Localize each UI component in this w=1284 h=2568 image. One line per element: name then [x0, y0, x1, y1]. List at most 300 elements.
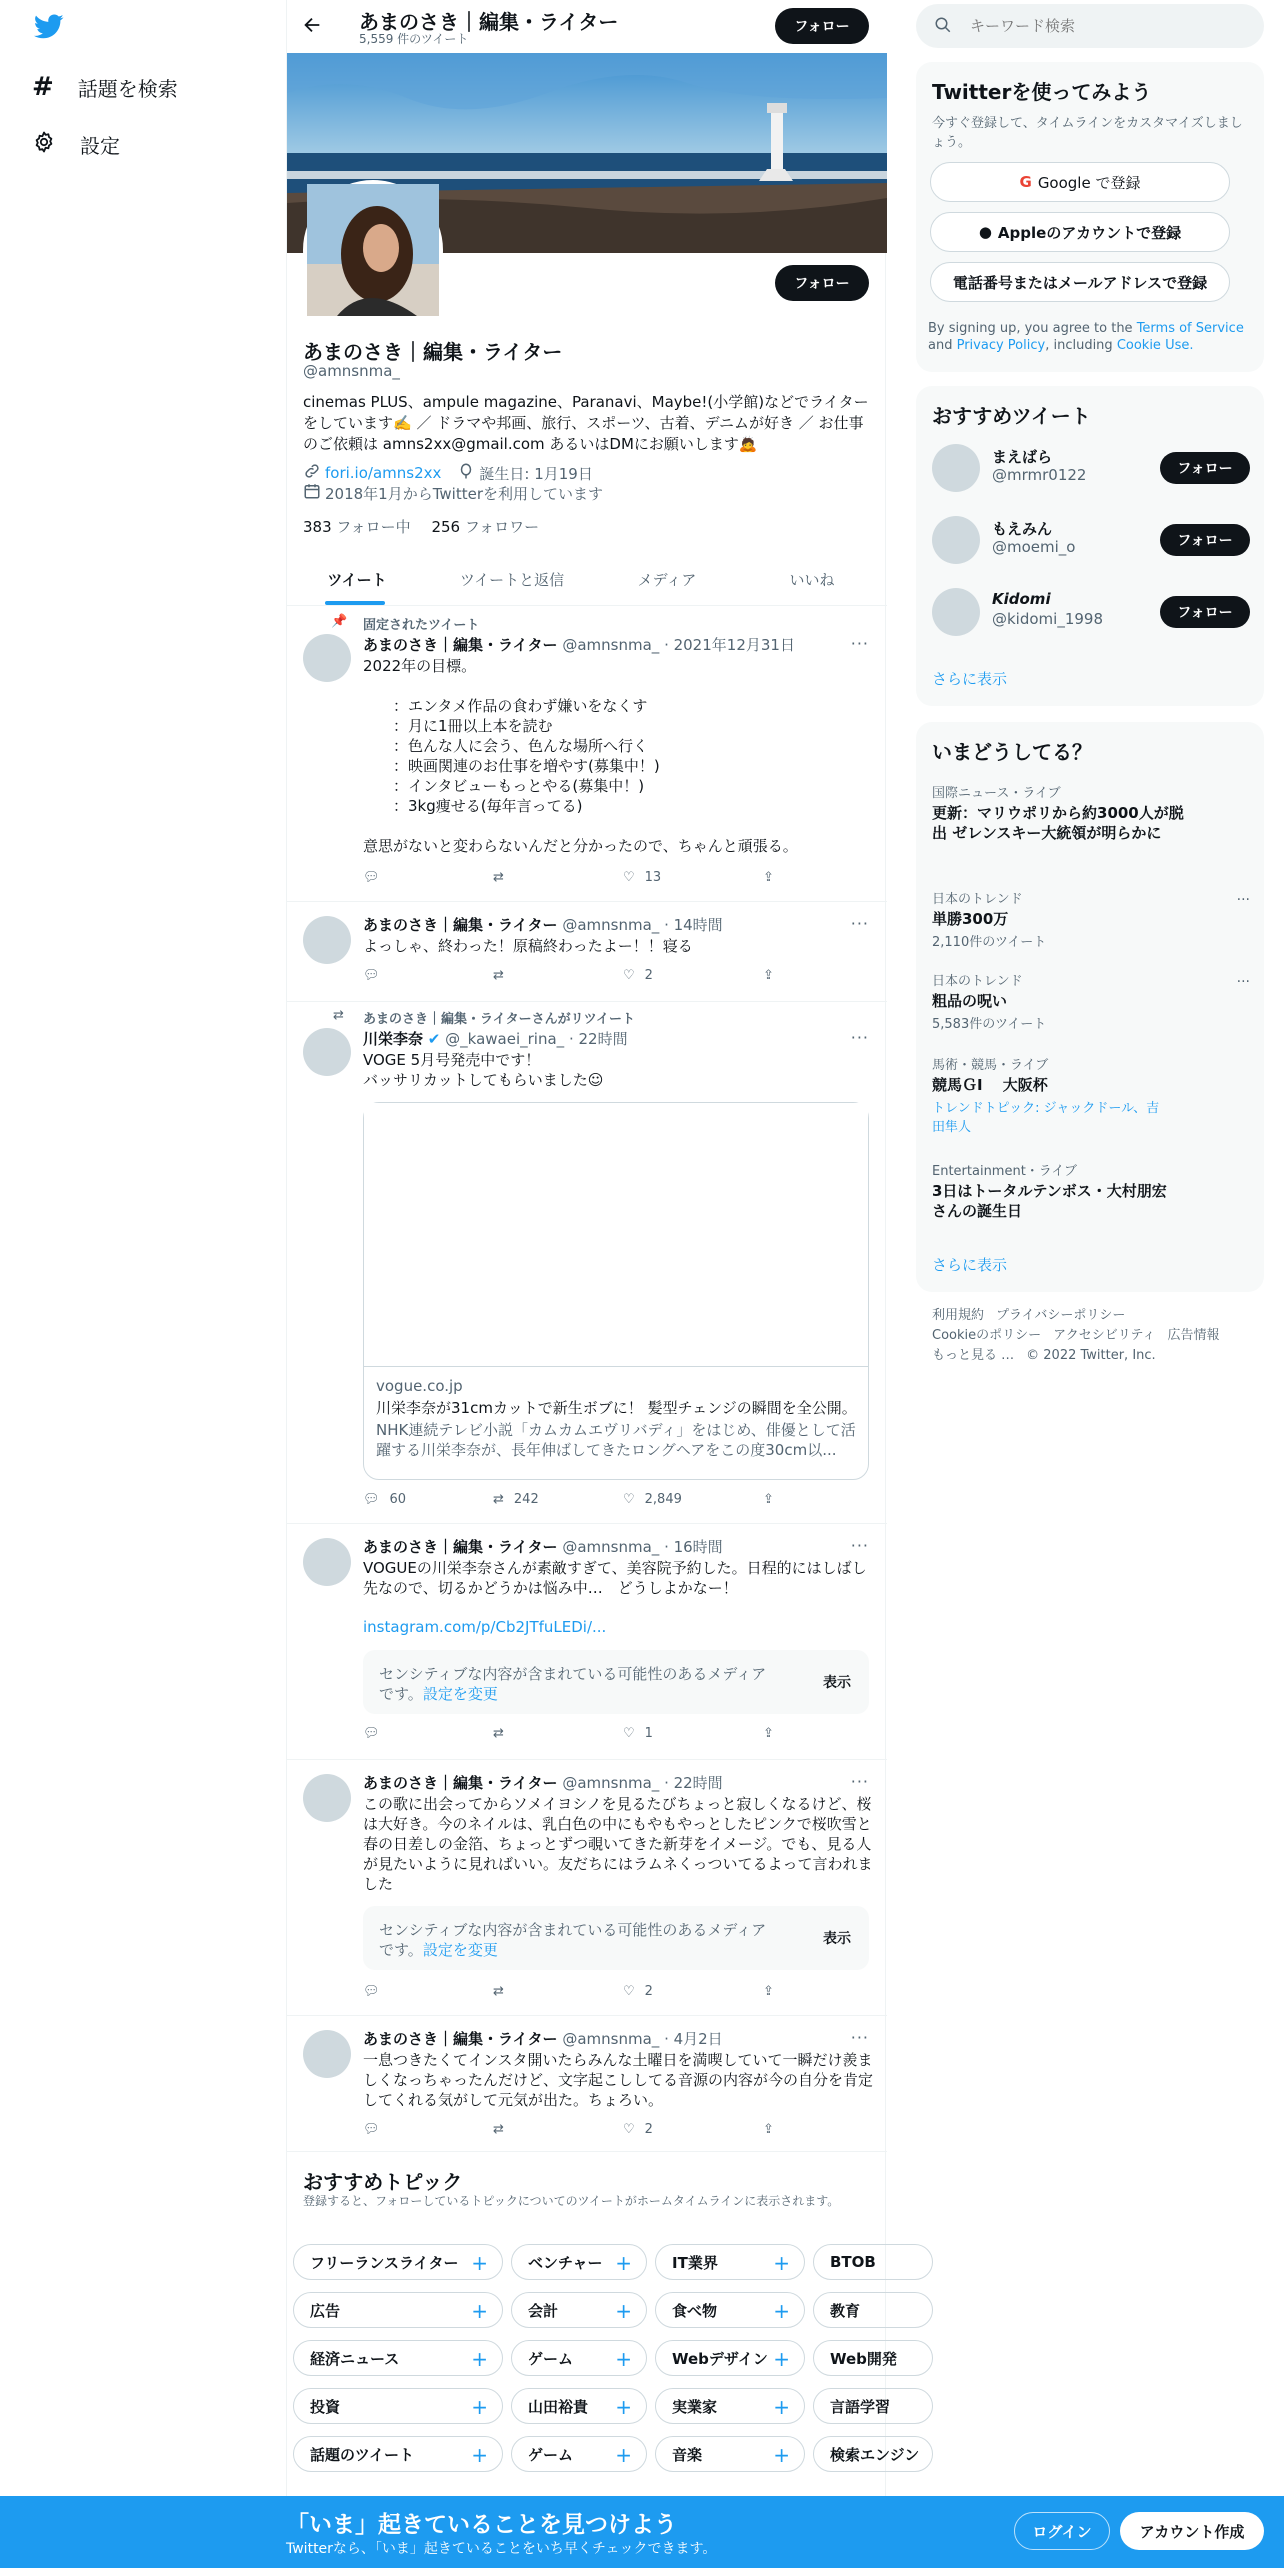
reply-icon: 💬︎ — [363, 870, 380, 885]
plus-icon: + — [471, 2251, 488, 2275]
topic-label: IT業界 — [672, 2253, 718, 2272]
bottom-bar-subtitle: Twitterなら、「いま」起きていることをいち早くチェックできます。 — [286, 2541, 717, 2557]
tab-media[interactable]: メディア — [637, 571, 697, 589]
link-card[interactable] — [363, 1102, 869, 1480]
tweet-item[interactable] — [287, 1760, 887, 2016]
tweet-item[interactable] — [287, 902, 887, 1002]
profile-header-bar — [287, 0, 887, 53]
like-count: 1 — [644, 1726, 653, 1741]
reply-button[interactable] — [363, 870, 390, 885]
avatar[interactable] — [932, 444, 980, 492]
footer-link[interactable]: もっと見る … — [932, 1348, 1015, 1363]
tweet-text: この歌に出会ってからソメイヨシノを見るたびちょっと寂しくなるけど、桜は大好き。今のネイルは、乳白色の中にもやもやっとしたピンクで桜吹雪と春の日差しの金箔、ちょっとずつ覗いてきた新芽をイメージ。でも、見る人が見たいように見ればいい。友だちにはラムネくっついてるよって言われました — [363, 1795, 873, 1893]
profile-bio: cinemas PLUS、ampule magazine、Paranavi、Maybe!(小学館)などでライターをしています✍️ ／ ドラマや邦画、旅行、スポーツ、古着、デニムが好き ／ お仕事のご依頼は amns2xx@gmail.com あるいはDMにお願いします🙇 — [303, 393, 869, 453]
topic-chip[interactable] — [813, 2292, 933, 2328]
footer-copyright: © 2022 Twitter, Inc. — [1026, 1348, 1156, 1363]
retweet-icon: ⇄ — [493, 870, 504, 885]
following-link[interactable] — [303, 518, 411, 536]
share-icon: ⇪ — [763, 1984, 774, 1999]
tweet-link[interactable]: instagram.com/p/Cb2JTfuLEDi/... — [363, 1618, 607, 1636]
suggested-user[interactable] — [932, 436, 1250, 500]
avatar[interactable] — [932, 516, 980, 564]
google-signup-button[interactable] — [930, 162, 1230, 202]
topic-label: 山田裕貴 — [528, 2397, 589, 2416]
tweet-author[interactable]: あまのさき｜編集・ライター — [363, 636, 558, 654]
more-icon[interactable]: ··· — [1236, 974, 1250, 990]
topic-chip[interactable] — [293, 2436, 503, 2472]
link-icon — [303, 462, 321, 484]
topics-subtitle: 登録すると、フォローしているトピックについてのツイートがホームタイムラインに表示されます。 — [303, 2194, 840, 2208]
topic-chip[interactable] — [813, 2388, 933, 2424]
share-button[interactable] — [763, 1492, 774, 1507]
tab-likes[interactable]: いいね — [789, 571, 835, 589]
footer-link[interactable]: Cookieのポリシー — [932, 1328, 1042, 1343]
more-icon[interactable]: ··· — [1236, 892, 1250, 908]
tweet-actions — [363, 870, 793, 890]
tweet-header — [363, 1028, 628, 1049]
retweet-button[interactable] — [493, 1984, 514, 1999]
verified-icon: ✔ — [427, 1030, 441, 1048]
like-count: 2 — [644, 2122, 653, 2137]
left-nav — [0, 0, 286, 200]
heart-icon: ♡ — [623, 1726, 635, 1741]
reply-button[interactable] — [363, 2122, 390, 2137]
topic-label: ゲーム — [528, 2349, 574, 2368]
phone-signup-button[interactable]: 電話番号またはメールアドレスで登録 — [930, 262, 1230, 302]
twitter-logo-icon[interactable] — [34, 14, 64, 44]
retweet-context-icon: ⇄ — [333, 1008, 344, 1023]
reply-button[interactable] — [363, 1984, 390, 1999]
retweet-icon: ⇄ — [493, 2122, 504, 2137]
plus-icon: + — [615, 2395, 632, 2419]
footer-link[interactable]: 利用規約 — [932, 1308, 985, 1323]
retweet-button[interactable] — [493, 1492, 539, 1507]
footer-link[interactable]: プライバシーポリシー — [996, 1308, 1126, 1323]
trend-item[interactable] — [932, 888, 1250, 950]
plus-icon: + — [615, 2347, 632, 2371]
apple-icon: ● — [978, 223, 992, 241]
followers-label: フォロワー — [464, 518, 540, 536]
topic-chip[interactable] — [655, 2244, 805, 2280]
reply-button[interactable] — [363, 1726, 390, 1741]
tweet-text: 一息つきたくてインスタ開いたらみんな土曜日を満喫していて一瞬だけ羨ましくなっちゃったんだけど、文字起こししてる音源の内容が今の自分を肯定してくれる気がして元気が出た。ちょろい。 — [363, 2051, 874, 2109]
tweet-handle[interactable]: @amnsnma_ — [562, 916, 660, 934]
google-signup-label: Google で登録 — [1037, 173, 1141, 192]
profile-avatar[interactable] — [303, 180, 443, 320]
tweet-author[interactable]: あまのさき｜編集・ライター — [363, 916, 558, 934]
show-more-link[interactable]: さらに表示 — [932, 1256, 1008, 1274]
tweet-actions — [363, 1492, 793, 1512]
user-handle: @kidomi_1998 — [992, 610, 1104, 628]
avatar[interactable] — [932, 588, 980, 636]
header-tweet-count: 5,559 件のツイート — [359, 32, 469, 46]
topic-chip[interactable] — [511, 2340, 647, 2376]
following-count: 383 — [303, 518, 332, 536]
tweet-handle[interactable]: @amnsnma_ — [562, 1538, 660, 1556]
avatar[interactable] — [303, 2030, 351, 2078]
topic-label: Webデザイン — [672, 2349, 768, 2368]
trend-title: 単勝300万 — [932, 910, 1009, 928]
more-icon[interactable]: ··· — [850, 2028, 869, 2047]
change-settings-link[interactable]: 設定を変更 — [422, 1941, 498, 1959]
tweet-author[interactable]: あまのさき｜編集・ライター — [363, 2030, 558, 2048]
apple-signup-button[interactable] — [930, 212, 1230, 252]
topic-chip[interactable] — [511, 2436, 647, 2472]
tweet-time[interactable]: · 2021年12月31日 — [664, 636, 795, 654]
user-name: もえみん — [992, 520, 1053, 538]
tweet-header — [363, 2028, 723, 2049]
topics-chips — [287, 2244, 920, 2494]
share-icon: ⇪ — [763, 1492, 774, 1507]
apple-signup-label: Appleのアカウントで登録 — [997, 223, 1182, 242]
share-button[interactable] — [763, 968, 774, 983]
share-button[interactable] — [763, 2122, 774, 2137]
reply-button[interactable] — [363, 968, 390, 983]
trend-title: 粗品の呪い — [932, 992, 1008, 1010]
main-column — [286, 0, 920, 2500]
trend-item[interactable] — [932, 1160, 1172, 1221]
signup-button[interactable]: アカウント作成 — [1120, 2512, 1264, 2550]
tweet-time[interactable]: · 16時間 — [664, 1538, 723, 1556]
heart-icon: ♡ — [623, 870, 635, 885]
follow-button[interactable]: フォロー — [1160, 596, 1250, 628]
tweet-handle[interactable]: @amnsnma_ — [562, 1774, 660, 1792]
like-count: 13 — [644, 870, 662, 885]
footer-link[interactable]: アクセシビリティ — [1053, 1328, 1156, 1343]
trend-item[interactable] — [932, 970, 1250, 1032]
google-icon: G — [1019, 173, 1032, 191]
like-button[interactable] — [623, 870, 661, 885]
who-title: おすすめツイート — [932, 404, 1091, 428]
show-more-link[interactable]: さらに表示 — [932, 670, 1008, 688]
nav-explore[interactable] — [32, 72, 178, 102]
calendar-icon — [303, 482, 321, 504]
retweet-icon: ⇄ — [493, 1492, 504, 1507]
retweet-icon: ⇄ — [493, 968, 504, 983]
trend-category: 馬術・競馬・ライブ — [932, 1058, 1049, 1073]
more-icon[interactable]: ··· — [850, 914, 869, 933]
more-icon[interactable]: ··· — [850, 1028, 869, 1047]
following-label: フォロー中 — [336, 518, 411, 536]
follow-button[interactable]: フォロー — [1160, 452, 1250, 484]
suggested-user[interactable] — [932, 508, 1250, 572]
terms-text: and — [928, 338, 957, 353]
like-count: 2 — [644, 968, 653, 983]
signup-desc: 今すぐ登録して、タイムラインをカスタマイズしましょう。 — [932, 116, 1243, 150]
followers-count: 256 — [431, 518, 461, 536]
heart-icon: ♡ — [623, 1984, 635, 1999]
more-icon[interactable]: ··· — [850, 1772, 869, 1791]
tweet-author[interactable]: 川栄李奈 — [363, 1030, 424, 1048]
who-to-follow-box — [916, 386, 1264, 706]
sensitive-text: センシティブな内容が含まれている可能性のあるメディアです。 — [379, 1665, 767, 1703]
header-name: あまのさき｜編集・ライター — [359, 10, 619, 34]
nav-settings[interactable] — [32, 130, 120, 159]
tweet-context: 固定されたツイート — [363, 618, 480, 633]
tweet-context: あまのさき｜編集・ライターさんがリツイート — [363, 1012, 635, 1027]
topic-chip[interactable] — [813, 2244, 933, 2280]
sensitive-text-wrap — [379, 1664, 779, 1704]
plus-icon: + — [773, 2395, 790, 2419]
topic-label: ベンチャー — [528, 2253, 603, 2272]
trend-category: 国際ニュース・ライブ — [932, 786, 1061, 801]
trend-item[interactable] — [932, 1054, 1172, 1135]
tweet-item[interactable] — [287, 1524, 887, 1760]
topic-chip[interactable] — [813, 2340, 933, 2376]
tab-active-indicator — [325, 601, 385, 605]
user-name: Kidomi — [992, 590, 1051, 608]
tweet-text: VOGUEの川栄李奈さんが素敵すぎて、美容院予約した。日程的にはしばし先なので、切るかどうかは悩み中… どうしよかなー！ — [363, 1559, 867, 1597]
reply-icon: 💬︎ — [363, 2122, 380, 2137]
plus-icon: + — [615, 2299, 632, 2323]
topic-label: BTOB — [830, 2253, 876, 2271]
tab-tweets-replies[interactable]: ツイートと返信 — [459, 571, 565, 589]
profile-follow-stats — [303, 516, 539, 537]
like-button[interactable] — [623, 968, 653, 983]
plus-icon: + — [615, 2251, 632, 2275]
plus-icon: + — [773, 2347, 790, 2371]
tweet-handle[interactable]: @amnsnma_ — [562, 636, 660, 654]
tweet-actions — [363, 2122, 793, 2142]
sensitive-media-notice — [363, 1650, 869, 1714]
avatar[interactable] — [303, 1028, 351, 1076]
share-icon: ⇪ — [763, 2122, 774, 2137]
tweet-header — [363, 1536, 723, 1557]
plus-icon: + — [471, 2299, 488, 2323]
suggested-user[interactable] — [932, 580, 1250, 644]
reply-icon: 💬︎ — [363, 1984, 380, 1999]
plus-icon: + — [773, 2299, 790, 2323]
plus-icon: + — [471, 2347, 488, 2371]
trends-title: いまどうしてる？ — [932, 740, 1092, 764]
topic-label: 話題のツイート — [310, 2445, 414, 2464]
trend-title: 競馬ＧⅠ 大阪杯 — [932, 1076, 1048, 1094]
topic-label: 会計 — [528, 2301, 559, 2320]
share-button[interactable] — [763, 1726, 774, 1741]
topic-chip[interactable] — [655, 2292, 805, 2328]
tweet-header — [363, 914, 723, 935]
like-button[interactable] — [623, 2122, 653, 2137]
topic-chip[interactable] — [655, 2436, 805, 2472]
balloon-icon — [457, 462, 475, 484]
tweet-item[interactable] — [287, 1002, 887, 1524]
topic-chip[interactable] — [293, 2292, 503, 2328]
terms-link[interactable]: Terms of Service — [1136, 321, 1244, 336]
plus-icon: + — [471, 2443, 488, 2467]
topic-label: Web開発 — [830, 2349, 897, 2368]
privacy-link[interactable]: Privacy Policy — [956, 338, 1046, 353]
plus-icon: + — [615, 2443, 632, 2467]
profile-joined-row — [303, 482, 603, 504]
search-icon — [934, 16, 952, 38]
topic-label: 食べ物 — [672, 2301, 718, 2320]
heart-icon: ♡ — [623, 968, 635, 983]
tweet-author[interactable]: あまのさき｜編集・ライター — [363, 1774, 558, 1792]
sensitive-text-wrap — [379, 1920, 779, 1960]
reply-button[interactable] — [363, 1492, 406, 1507]
user-handle: @moemi_o — [992, 538, 1076, 556]
trend-category: 日本のトレンド — [932, 892, 1023, 907]
topic-chip[interactable] — [655, 2388, 805, 2424]
tweet-actions — [363, 1726, 793, 1746]
topic-label: 投資 — [310, 2397, 341, 2416]
tweet-time[interactable]: · 14時間 — [664, 916, 723, 934]
card-domain: vogue.co.jp — [376, 1377, 463, 1395]
sensitive-media-notice — [363, 1906, 869, 1970]
tweet-text: VOGE 5月号発売中です！ バッサリカットしてもらいました☺︎ — [363, 1051, 604, 1089]
bottom-bar-title: 「いま」起きていることを見つけよう — [286, 2512, 677, 2538]
trend-category: Entertainment・ライブ — [932, 1164, 1078, 1179]
more-icon[interactable]: ··· — [850, 634, 869, 653]
show-media-button[interactable]: 表示 — [823, 1931, 851, 1947]
user-name: まえばら — [992, 448, 1053, 466]
trend-category: 日本のトレンド — [932, 974, 1023, 989]
cookie-link[interactable]: Cookie Use. — [1116, 338, 1194, 353]
sensitive-text: センシティブな内容が含まれている可能性のあるメディアです。 — [379, 1921, 767, 1959]
profile-link[interactable]: fori.io/amns2xx — [325, 464, 442, 482]
plus-icon: + — [773, 2443, 790, 2467]
topic-chip[interactable] — [813, 2436, 933, 2472]
topic-label: 言語学習 — [830, 2397, 891, 2416]
card-description: NHK連続テレビ小説「カムカムエヴリバディ」をはじめ、俳優として活躍する川栄李奈が、長年伸ばしてきたロングヘアをこの度30cm以... — [376, 1421, 856, 1459]
signup-title: Twitterを使ってみよう — [932, 80, 1152, 104]
search-box[interactable] — [916, 4, 1264, 48]
reply-icon: 💬︎ — [363, 968, 380, 983]
tweet-actions — [363, 968, 793, 988]
change-settings-link[interactable]: 設定を変更 — [422, 1685, 498, 1703]
tweet-handle[interactable]: @amnsnma_ — [562, 2030, 660, 2048]
profile-meta-row — [303, 462, 593, 484]
topic-chip[interactable] — [655, 2340, 805, 2376]
avatar[interactable] — [303, 1538, 351, 1586]
tweet-time[interactable]: · 4月2日 — [664, 2030, 723, 2048]
avatar[interactable] — [303, 916, 351, 964]
share-button[interactable] — [763, 870, 774, 885]
nav-settings-label: 設定 — [80, 134, 120, 158]
signup-box — [916, 62, 1264, 372]
login-button[interactable]: ログイン — [1014, 2512, 1110, 2550]
retweet-icon: ⇄ — [493, 1726, 504, 1741]
tweet-time[interactable]: · 22時間 — [664, 1774, 723, 1792]
share-icon: ⇪ — [763, 1726, 774, 1741]
profile-birthday: 誕生日: 1月19日 — [479, 464, 593, 483]
like-button[interactable] — [623, 1984, 653, 1999]
tweet-author[interactable]: あまのさき｜編集・ライター — [363, 1538, 558, 1556]
retweet-button[interactable] — [493, 870, 514, 885]
nav-explore-label: 話題を検索 — [77, 76, 178, 101]
avatar[interactable] — [303, 634, 351, 682]
topic-chip[interactable] — [511, 2292, 647, 2328]
follow-button[interactable]: フォロー — [1160, 524, 1250, 556]
heart-icon: ♡ — [623, 1492, 635, 1507]
tweet-text: 2022年の目標。 ：エンタメ作品の食わず嫌いをなくす ：月に1冊以上本を読む ：色んな人に会う、色んな場所へ行く ：映画関連のお仕事を増やす(募集中！) ：インタビューもっとやる(募集中！) ：3kg痩せる(毎年言ってる) 意思がないと変わらないんだと分かったので、ちゃんと頑張る。 — [363, 657, 798, 855]
retweet-button[interactable] — [493, 968, 514, 983]
share-icon: ⇪ — [763, 870, 774, 885]
topic-label: 経済ニュース — [310, 2349, 400, 2368]
tweet-handle[interactable]: @_kawaei_rina_ — [445, 1030, 565, 1048]
topic-chip[interactable] — [293, 2244, 503, 2280]
plus-icon: + — [471, 2395, 488, 2419]
profile-tabs — [287, 553, 887, 606]
trend-count: 2,110件のツイート — [932, 935, 1047, 950]
topic-label: 検索エンジン — [830, 2445, 920, 2464]
trend-count: 5,583件のツイート — [932, 1017, 1047, 1032]
profile-name: あまのさき｜編集・ライター — [303, 340, 563, 364]
profile-handle: @amnsnma_ — [303, 362, 400, 380]
followers-link[interactable] — [431, 518, 539, 536]
like-count: 2 — [644, 1984, 653, 1999]
hash-icon: # — [32, 72, 54, 102]
terms-text: By signing up, you agree to the — [928, 321, 1137, 336]
tab-tweets[interactable]: ツイート — [327, 571, 387, 589]
trend-title: 更新：マリウポリから約3000人が脱出 ゼレンスキー大統領が明らかに — [932, 804, 1184, 842]
sidebar-footer — [932, 1306, 1252, 1366]
profile-follow-button[interactable]: フォロー — [775, 265, 869, 301]
topic-label: ゲーム — [528, 2445, 574, 2464]
trend-count: トレンドトピック: ジャックドール、吉田隼人 — [932, 1101, 1160, 1135]
share-button[interactable] — [763, 1984, 774, 1999]
tweet-time[interactable]: · 22時間 — [568, 1030, 628, 1048]
terms-text: , including — [1045, 338, 1117, 353]
tweet-item[interactable] — [287, 606, 887, 902]
reply-icon: 💬︎ — [363, 1492, 380, 1507]
topic-chip[interactable] — [293, 2340, 503, 2376]
share-icon: ⇪ — [763, 968, 774, 983]
retweet-icon: ⇄ — [493, 1984, 504, 1999]
profile-joined: 2018年1月からTwitterを利用しています — [325, 484, 603, 503]
trend-item[interactable] — [932, 782, 1192, 843]
trends-box — [916, 722, 1264, 1292]
topic-label: 広告 — [310, 2301, 341, 2320]
signup-terms — [928, 320, 1258, 354]
like-count: 2,849 — [644, 1492, 682, 1507]
like-button[interactable] — [623, 1726, 653, 1741]
avatar[interactable] — [303, 1774, 351, 1822]
tweet-item[interactable] — [287, 2016, 887, 2152]
plus-icon: + — [773, 2251, 790, 2275]
back-arrow-icon[interactable] — [301, 14, 323, 40]
topic-chip[interactable] — [511, 2244, 647, 2280]
reply-count: 60 — [389, 1492, 407, 1507]
like-button[interactable] — [623, 1492, 682, 1507]
show-media-button[interactable]: 表示 — [823, 1675, 851, 1691]
topic-chip[interactable] — [293, 2388, 503, 2424]
bottom-signup-bar — [0, 2496, 1284, 2568]
topic-label: 音楽 — [672, 2445, 703, 2464]
topics-title: おすすめトピック — [303, 2170, 463, 2194]
search-input[interactable] — [970, 12, 1240, 40]
retweet-button[interactable] — [493, 1726, 514, 1741]
topic-label: 教育 — [830, 2301, 861, 2320]
topic-chip[interactable] — [511, 2388, 647, 2424]
pin-icon: 📌 — [331, 614, 348, 629]
heart-icon: ♡ — [623, 2122, 635, 2137]
retweet-button[interactable] — [493, 2122, 514, 2137]
more-icon[interactable]: ··· — [850, 1536, 869, 1555]
footer-link[interactable]: 広告情報 — [1167, 1328, 1220, 1343]
user-handle: @mrmr0122 — [992, 466, 1087, 484]
card-image — [364, 1103, 868, 1367]
trend-title: 3日はトータルテンボス・大村朋宏さんの誕生日 — [932, 1182, 1167, 1220]
gear-icon — [32, 130, 56, 159]
header-follow-button[interactable]: フォロー — [775, 8, 869, 44]
topic-label: 実業家 — [672, 2397, 718, 2416]
tweet-actions — [363, 1984, 793, 2004]
tweet-text: よっしゃ、終わった！原稿終わったよー！！寝る — [363, 937, 693, 955]
topic-label: フリーランスライター — [310, 2253, 459, 2272]
reply-icon: 💬︎ — [363, 1726, 380, 1741]
tweet-header — [363, 634, 795, 655]
